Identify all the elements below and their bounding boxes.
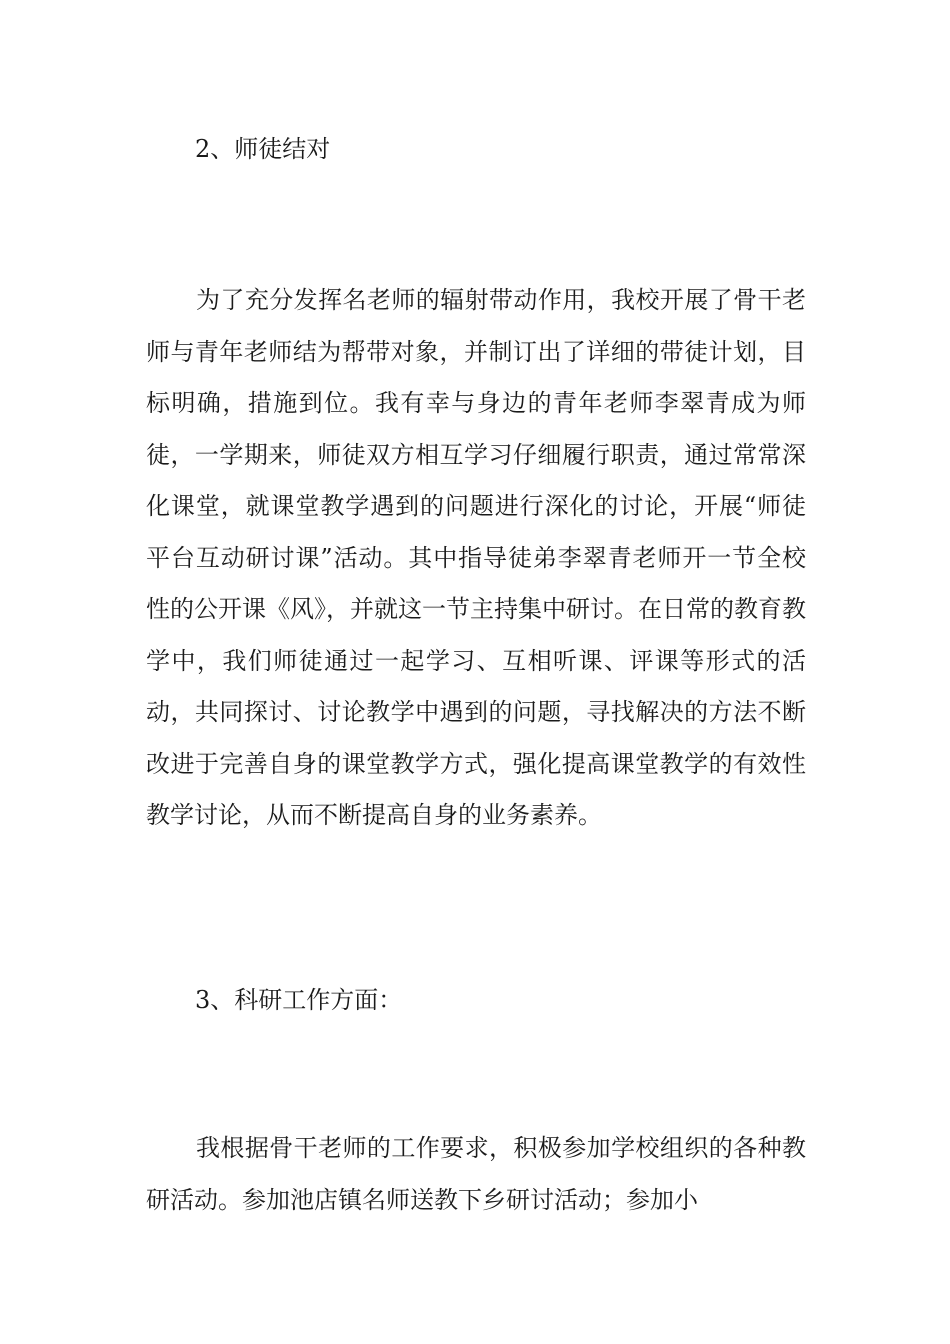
section-paragraph-mentorship: 为了充分发挥名老师的辐射带动作用，我校开展了骨干老师与青年老师结为帮带对象，并制订出了详细的带徒计划，目标明确，措施到位。我有幸与身边的青年老师李翠青成为师徒，一学期来，师徒双方相互学习仔细履行职责，通过常常深化课堂，就课堂教学遇到的问题进行深化的讨论，开展“师徒平台互动研讨课”活动。其中指导徒弟李翠青老师开一节全校性的公开课《风》，并就这一节主持集中研讨。在日常的教育教学中，我们师徒通过一起学习、互相听课、评课等形式的活动，共同探讨、讨论教学中遇到的问题，寻找解决的方法不断改进于完善自身的课堂教学方式，强化提高课堂教学的有效性教学讨论，从而不断提高自身的业务素养。 <box>146 286 806 829</box>
section-heading-research: 3、科研工作方面： <box>195 986 403 1014</box>
section-heading-mentorship: 2、师徒结对 <box>195 135 331 163</box>
section-paragraph-research: 我根据骨干老师的工作要求，积极参加学校组织的各种教研活动。参加池店镇名师送教下乡研讨活动；参加小 <box>146 1134 806 1214</box>
